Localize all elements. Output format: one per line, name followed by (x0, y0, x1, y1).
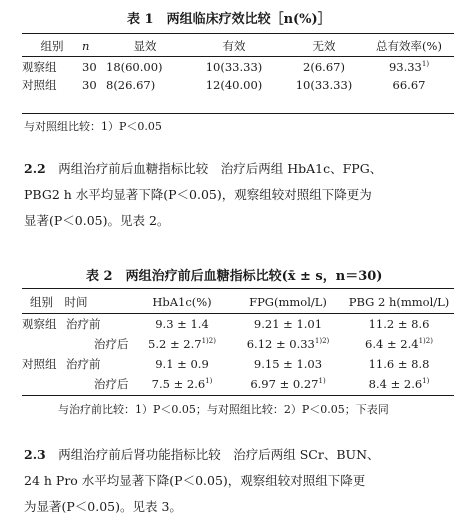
table-cell: 治疗后 (94, 377, 129, 391)
table-cell: 93.33$^{1)}$ (388, 59, 430, 74)
table-cell: $7.5 \pm 2.6^{1)}$ (151, 377, 213, 391)
table1-header: 总有效率(%) (376, 39, 442, 53)
table-row (22, 76, 454, 93)
footnote-mark: 1) (205, 377, 213, 385)
table1-title: 表 1 两组临床疗效比较［n(%)］ (127, 12, 331, 27)
table1-header: 显效 (133, 39, 157, 53)
table-cell: 10(33.33) (205, 59, 263, 74)
table1-header: 有效 (222, 39, 246, 53)
section-2-2-line: 显著(P＜0.05)。见表 2。 (24, 213, 170, 228)
table-cell: 10(33.33) (295, 77, 353, 92)
table-cell: 9.1 ± 0.9 (155, 357, 209, 371)
table1-header: n (82, 39, 90, 53)
table2-header: PBG 2 h(mmol/L) (348, 295, 450, 309)
table1-header-row (22, 36, 454, 57)
table-row (22, 57, 454, 77)
table2-top-rule (22, 288, 454, 289)
table-cell: $6.12 \pm 0.33^{1)2)}$ (246, 337, 330, 351)
table2-header: HbA1c(%) (152, 295, 212, 309)
table-cell: $5.2 \pm 2.7^{1)2)}$ (148, 337, 216, 351)
table-cell: 30 (82, 59, 97, 74)
table-cell: 8(26.67) (106, 77, 156, 92)
table-cell: 9.21 ± 1.01 (253, 317, 323, 331)
table1-header: 无效 (312, 39, 336, 53)
table-row (22, 354, 454, 374)
table-cell: $6.4 \pm 2.4^{1)2)}$ (365, 337, 433, 351)
table-cell: 治疗前 (66, 317, 101, 331)
table-cell: 9.3 ± 1.4 (155, 317, 209, 331)
table1-note: 与对照组比较：1）P＜0.05 (24, 120, 162, 133)
table-cell: $6.97 \pm 0.27^{1)}$ (250, 377, 326, 391)
table-cell: $8.4 \pm 2.6^{1)}$ (368, 377, 430, 391)
table-cell: 对照组 (22, 77, 57, 92)
table-cell: 11.2 ± 8.6 (368, 317, 430, 331)
table2-title: 表 2 两组治疗前后血糖指标比较(x̄ ± s，n＝30) (86, 269, 383, 284)
table-cell: 9.15 ± 1.03 (253, 357, 323, 371)
table1-bottom-rule (22, 113, 454, 114)
table-cell: 治疗后 (94, 337, 129, 351)
table-cell: 对照组 (22, 357, 57, 371)
section-2-2-line: 2.2 两组治疗前后血糖指标比较 治疗后两组 HbA1c、FPG、 (24, 161, 383, 176)
section-number: 2.2 (24, 161, 46, 176)
table-cell: 18(60.00) (106, 59, 163, 74)
section-2-3-line: 24 h Pro 水平均显著下降(P＜0.05)，观察组较对照组下降更 (24, 473, 366, 488)
table-cell (22, 334, 66, 354)
footnote-mark: 1) (318, 377, 326, 385)
table-cell: 66.67 (392, 77, 426, 92)
section-2-3-line: 2.3 两组治疗前后肾功能指标比较 治疗后两组 SCr、BUN、 (24, 447, 380, 462)
footnote-mark: 1) (421, 59, 430, 68)
table-cell: 30 (82, 77, 97, 92)
footnote-mark: 1)2) (314, 337, 330, 345)
table-row (22, 334, 454, 354)
table-cell: 观察组 (22, 59, 57, 74)
table-row (22, 374, 454, 394)
section-2-2-line: PBG2 h 水平均显著下降(P＜0.05)，观察组较对照组下降更为 (24, 187, 372, 202)
table-cell: 2(6.67) (303, 59, 345, 74)
table2-bottom-rule (22, 395, 454, 396)
table1 (22, 36, 454, 93)
table2 (22, 291, 454, 394)
table-cell (22, 374, 66, 394)
section-2-3-line: 为显著(P＜0.05)。见表 3。 (24, 499, 182, 514)
footnote-mark: 1)2) (201, 337, 216, 345)
table2-header: 组别 时间 (30, 295, 88, 309)
table1-header: 组别 (40, 39, 64, 53)
table-row (22, 314, 454, 335)
table-cell: 12(40.00) (205, 77, 263, 92)
table-cell: 观察组 (22, 317, 57, 331)
table2-note: 与治疗前比较：1）P＜0.05；与对照组比较：2）P＜0.05；下表同 (58, 403, 389, 416)
table1-top-rule (22, 33, 454, 34)
table2-header: FPG(mmol/L) (249, 295, 327, 309)
table-cell: 治疗前 (66, 357, 101, 371)
table-cell: 11.6 ± 8.8 (368, 357, 430, 371)
table2-header-row (22, 291, 454, 314)
footnote-mark: 1) (422, 377, 430, 385)
footnote-mark: 1)2) (418, 337, 433, 345)
section-number: 2.3 (24, 447, 46, 462)
